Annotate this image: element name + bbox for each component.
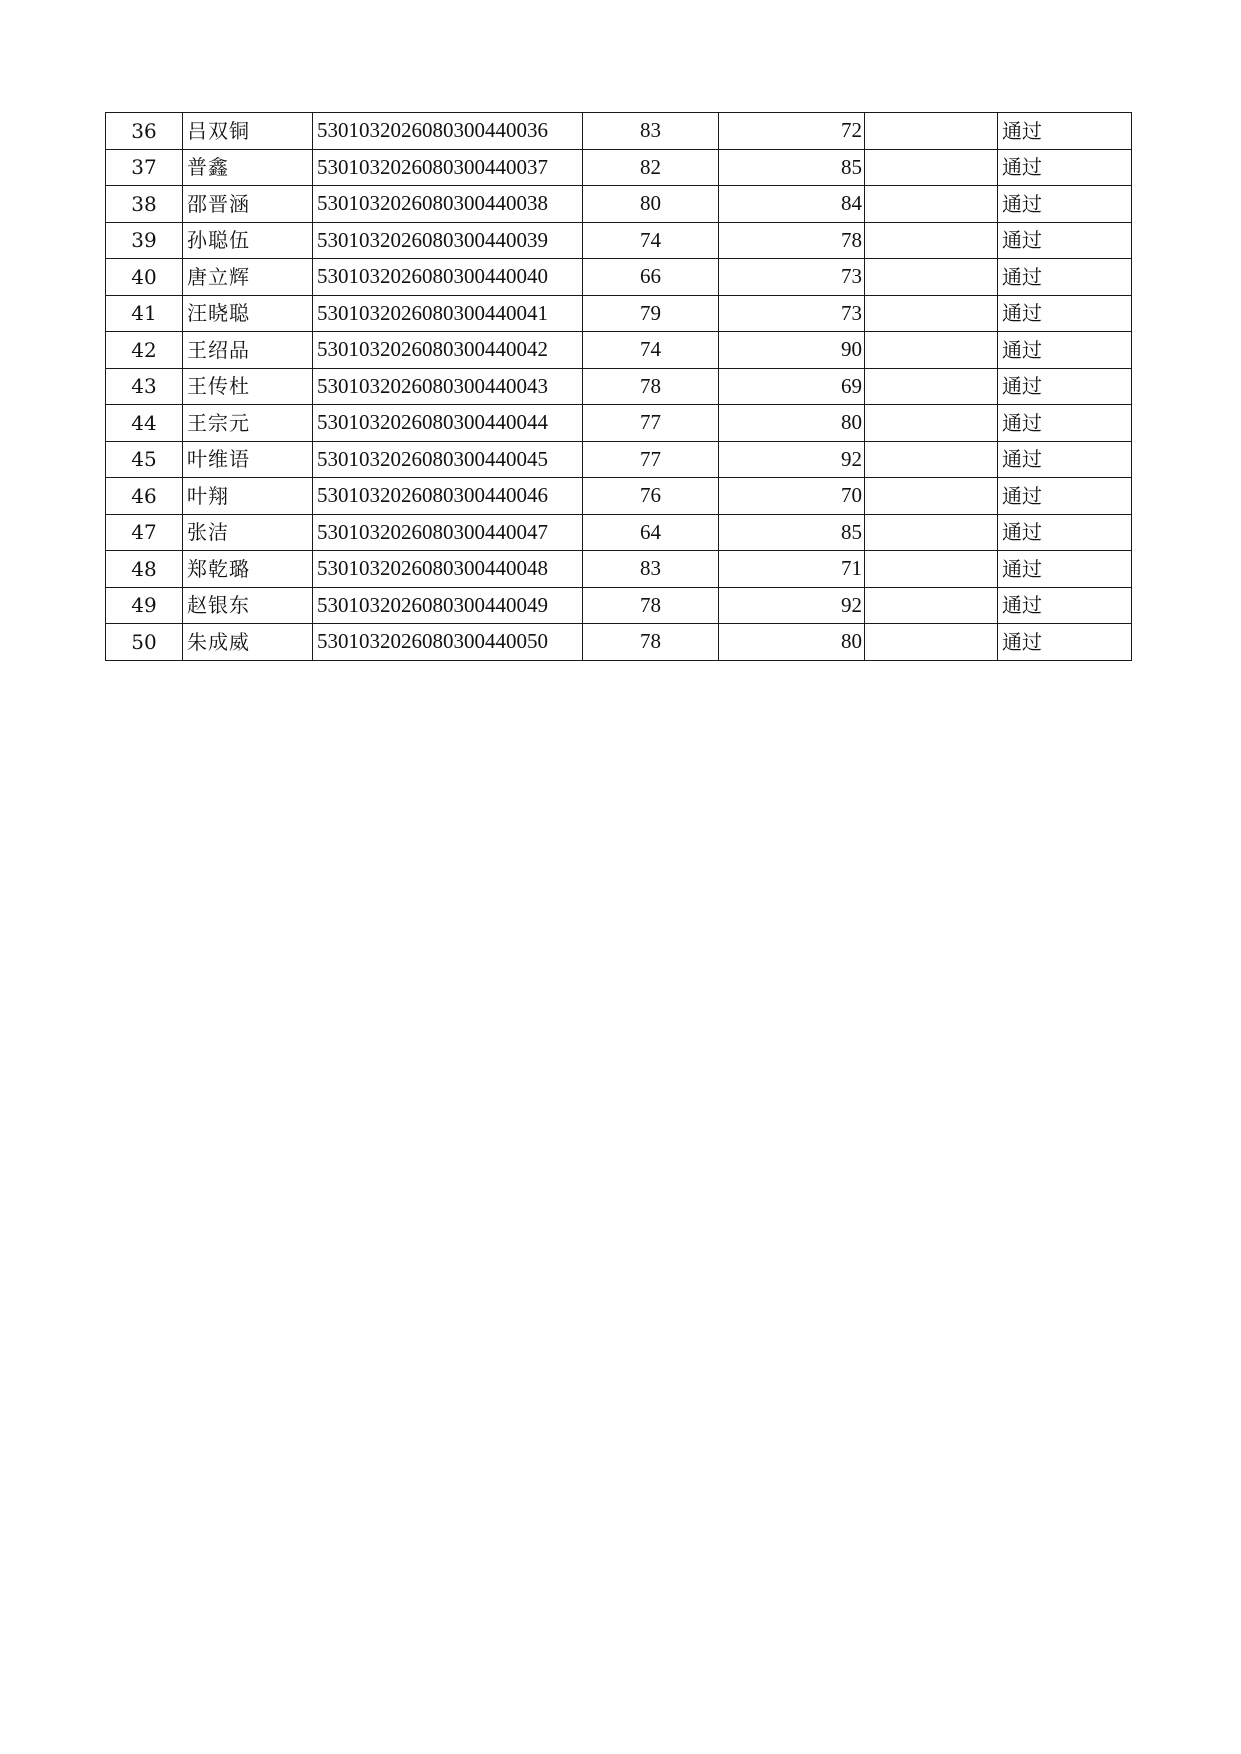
table-row [106, 259, 1132, 296]
note-cell [865, 587, 998, 624]
id-number-cell: 5301032026080300440049 [313, 587, 583, 624]
score1-cell: 77 [583, 441, 719, 478]
score2-cell: 92 [719, 441, 865, 478]
row-number-cell: 41 [106, 295, 183, 332]
result-cell: 通过 [998, 405, 1132, 442]
id-number-cell: 5301032026080300440040 [313, 259, 583, 296]
score1-cell: 79 [583, 295, 719, 332]
name-cell: 赵银东 [183, 587, 313, 624]
name-cell: 普鑫 [183, 149, 313, 186]
table-row [106, 186, 1132, 223]
table-row [106, 624, 1132, 661]
result-cell: 通过 [998, 222, 1132, 259]
result-cell: 通过 [998, 186, 1132, 223]
result-cell: 通过 [998, 295, 1132, 332]
name-cell: 张洁 [183, 514, 313, 551]
note-cell [865, 514, 998, 551]
note-cell [865, 149, 998, 186]
row-number-cell: 42 [106, 332, 183, 369]
row-number-cell: 43 [106, 368, 183, 405]
row-number-cell: 48 [106, 551, 183, 588]
result-cell: 通过 [998, 332, 1132, 369]
score2-cell: 71 [719, 551, 865, 588]
result-cell: 通过 [998, 478, 1132, 515]
score1-cell: 82 [583, 149, 719, 186]
note-cell [865, 405, 998, 442]
score1-cell: 78 [583, 368, 719, 405]
row-number-cell: 47 [106, 514, 183, 551]
note-cell [865, 332, 998, 369]
score2-cell: 70 [719, 478, 865, 515]
score1-cell: 78 [583, 587, 719, 624]
id-number-cell: 5301032026080300440050 [313, 624, 583, 661]
name-cell: 唐立辉 [183, 259, 313, 296]
result-cell: 通过 [998, 149, 1132, 186]
row-number-cell: 39 [106, 222, 183, 259]
score1-cell: 83 [583, 113, 719, 150]
note-cell [865, 551, 998, 588]
score2-cell: 84 [719, 186, 865, 223]
table-row [106, 368, 1132, 405]
table-row [106, 113, 1132, 150]
id-number-cell: 5301032026080300440042 [313, 332, 583, 369]
name-cell: 朱成威 [183, 624, 313, 661]
result-cell: 通过 [998, 587, 1132, 624]
note-cell [865, 478, 998, 515]
score2-cell: 80 [719, 624, 865, 661]
score2-cell: 69 [719, 368, 865, 405]
table-row [106, 478, 1132, 515]
score2-cell: 92 [719, 587, 865, 624]
id-number-cell: 5301032026080300440041 [313, 295, 583, 332]
id-number-cell: 5301032026080300440046 [313, 478, 583, 515]
row-number-cell: 45 [106, 441, 183, 478]
result-cell: 通过 [998, 368, 1132, 405]
table-row [106, 587, 1132, 624]
score2-cell: 73 [719, 259, 865, 296]
note-cell [865, 441, 998, 478]
note-cell [865, 259, 998, 296]
name-cell: 汪晓聪 [183, 295, 313, 332]
table-row [106, 405, 1132, 442]
id-number-cell: 5301032026080300440038 [313, 186, 583, 223]
id-number-cell: 5301032026080300440047 [313, 514, 583, 551]
table-row [106, 295, 1132, 332]
table-row [106, 441, 1132, 478]
result-cell: 通过 [998, 259, 1132, 296]
name-cell: 王宗元 [183, 405, 313, 442]
table-row [106, 222, 1132, 259]
row-number-cell: 36 [106, 113, 183, 150]
row-number-cell: 49 [106, 587, 183, 624]
note-cell [865, 222, 998, 259]
result-cell: 通过 [998, 514, 1132, 551]
score2-cell: 73 [719, 295, 865, 332]
score1-cell: 77 [583, 405, 719, 442]
score1-cell: 83 [583, 551, 719, 588]
result-cell: 通过 [998, 441, 1132, 478]
score-table [105, 112, 1132, 661]
score1-cell: 66 [583, 259, 719, 296]
id-number-cell: 5301032026080300440037 [313, 149, 583, 186]
score2-cell: 85 [719, 149, 865, 186]
name-cell: 吕双铜 [183, 113, 313, 150]
score2-cell: 90 [719, 332, 865, 369]
name-cell: 叶翔 [183, 478, 313, 515]
id-number-cell: 5301032026080300440045 [313, 441, 583, 478]
note-cell [865, 368, 998, 405]
table-row [106, 332, 1132, 369]
table-row [106, 551, 1132, 588]
result-cell: 通过 [998, 624, 1132, 661]
score1-cell: 64 [583, 514, 719, 551]
score1-cell: 80 [583, 186, 719, 223]
name-cell: 叶维语 [183, 441, 313, 478]
id-number-cell: 5301032026080300440043 [313, 368, 583, 405]
score1-cell: 74 [583, 332, 719, 369]
score2-cell: 72 [719, 113, 865, 150]
note-cell [865, 624, 998, 661]
score1-cell: 76 [583, 478, 719, 515]
result-cell: 通过 [998, 113, 1132, 150]
table-row [106, 149, 1132, 186]
row-number-cell: 50 [106, 624, 183, 661]
name-cell: 王绍品 [183, 332, 313, 369]
name-cell: 邵晋涵 [183, 186, 313, 223]
id-number-cell: 5301032026080300440044 [313, 405, 583, 442]
id-number-cell: 5301032026080300440048 [313, 551, 583, 588]
row-number-cell: 38 [106, 186, 183, 223]
name-cell: 孙聪伍 [183, 222, 313, 259]
id-number-cell: 5301032026080300440036 [313, 113, 583, 150]
id-number-cell: 5301032026080300440039 [313, 222, 583, 259]
note-cell [865, 186, 998, 223]
row-number-cell: 37 [106, 149, 183, 186]
name-cell: 王传杜 [183, 368, 313, 405]
table-row [106, 514, 1132, 551]
row-number-cell: 46 [106, 478, 183, 515]
result-cell: 通过 [998, 551, 1132, 588]
score2-cell: 78 [719, 222, 865, 259]
score1-cell: 78 [583, 624, 719, 661]
name-cell: 郑乾璐 [183, 551, 313, 588]
score1-cell: 74 [583, 222, 719, 259]
table-body [106, 113, 1132, 661]
note-cell [865, 113, 998, 150]
score2-cell: 80 [719, 405, 865, 442]
row-number-cell: 40 [106, 259, 183, 296]
score2-cell: 85 [719, 514, 865, 551]
note-cell [865, 295, 998, 332]
row-number-cell: 44 [106, 405, 183, 442]
